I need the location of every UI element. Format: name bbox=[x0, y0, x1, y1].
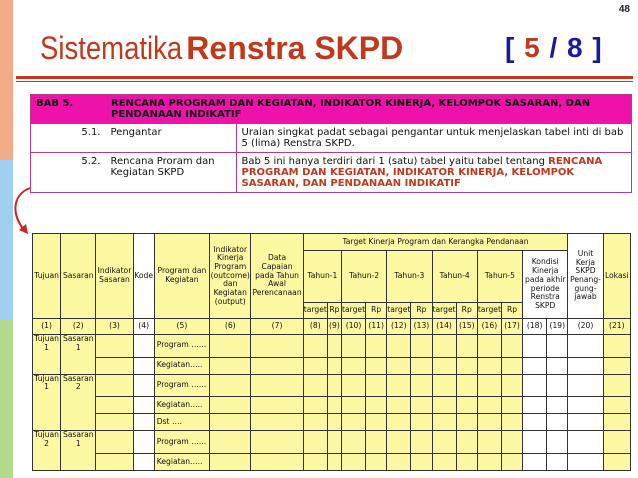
column-number-row bbox=[33, 319, 631, 335]
table-cell bbox=[523, 374, 547, 397]
cell-sasaran: Sasaran 2 bbox=[61, 374, 96, 431]
col-header-year: Tahun-2 bbox=[341, 251, 386, 303]
column-number: (9) bbox=[327, 319, 341, 335]
col-header-year: Tahun-4 bbox=[432, 251, 477, 303]
table-cell bbox=[96, 357, 133, 374]
cell-tujuan: Tujuan 1 bbox=[33, 374, 61, 431]
table-cell bbox=[568, 414, 603, 431]
table-cell bbox=[251, 414, 303, 431]
table-cell bbox=[96, 414, 133, 431]
table-cell bbox=[432, 357, 456, 374]
cell-kegiatan: Kegiatan….. bbox=[154, 357, 209, 374]
table-cell bbox=[523, 397, 547, 414]
column-number: (14) bbox=[432, 319, 456, 335]
col-header-indikator-sasaran: Indikator Sasaran bbox=[96, 234, 133, 319]
table-cell bbox=[366, 397, 387, 414]
table-cell bbox=[411, 414, 432, 431]
table-cell bbox=[210, 374, 251, 397]
table-cell bbox=[210, 453, 251, 470]
table-cell bbox=[523, 357, 547, 374]
column-number: (21) bbox=[603, 319, 630, 335]
col-header-kode: Kode bbox=[133, 234, 154, 319]
section-description: Uraian singkat padat sebagai pengantar untuk menjelaskan tabel inti di bab 5 (lima) Renstra SKPD. bbox=[236, 124, 632, 153]
cell-tujuan: Tujuan 2 bbox=[33, 431, 61, 471]
section-row bbox=[31, 124, 632, 153]
table-cell bbox=[456, 334, 477, 357]
table-cell bbox=[303, 453, 327, 470]
table-cell bbox=[251, 397, 303, 414]
col-header-target: target bbox=[477, 303, 501, 319]
table-cell bbox=[477, 414, 501, 431]
pager-sep: / bbox=[549, 32, 559, 63]
table-cell bbox=[251, 431, 303, 454]
table-cell bbox=[568, 453, 603, 470]
section-number-text: 5.1. bbox=[81, 127, 101, 138]
chapter-number: BAB 5. bbox=[31, 95, 106, 124]
slide-pager bbox=[505, 32, 603, 64]
chapter-title: RENCANA PROGRAM DAN KEGIATAN, INDIKATOR KINERJA, KELOMPOK SASARAN, DAN PENDANAAN INDIKATIF bbox=[106, 95, 632, 124]
table-cell bbox=[547, 414, 568, 431]
table-cell bbox=[366, 334, 387, 357]
col-header-lokasi: Lokasi bbox=[603, 234, 630, 319]
col-header-rp: Rp bbox=[327, 303, 341, 319]
title-underline-thin bbox=[16, 81, 633, 82]
table-cell bbox=[477, 453, 501, 470]
table-cell bbox=[501, 453, 522, 470]
table-cell bbox=[523, 334, 547, 357]
table-cell bbox=[477, 357, 501, 374]
table-cell bbox=[341, 374, 365, 397]
column-number: (20) bbox=[568, 319, 603, 335]
table-cell bbox=[501, 334, 522, 357]
column-number: (6) bbox=[210, 319, 251, 335]
title-part1: Sistematika bbox=[40, 30, 183, 66]
table-cell bbox=[568, 397, 603, 414]
cell-empty bbox=[133, 334, 154, 357]
chapter-header-row bbox=[31, 95, 632, 124]
column-number: (3) bbox=[96, 319, 133, 335]
table-cell bbox=[547, 397, 568, 414]
table-cell bbox=[341, 453, 365, 470]
table-cell bbox=[387, 334, 411, 357]
table-cell bbox=[96, 397, 133, 414]
pager-close: ] bbox=[592, 32, 603, 63]
table-cell bbox=[327, 334, 341, 357]
table-cell bbox=[210, 397, 251, 414]
section-label: Rencana Proram dan Kegiatan SKPD bbox=[106, 153, 237, 193]
table-cell bbox=[603, 431, 630, 454]
cell-program: Program …… bbox=[154, 431, 209, 454]
table-cell bbox=[327, 374, 341, 397]
table-cell bbox=[411, 334, 432, 357]
table-cell bbox=[477, 374, 501, 397]
column-number: (15) bbox=[456, 319, 477, 335]
table-cell bbox=[456, 397, 477, 414]
col-header-rp: Rp bbox=[501, 303, 522, 319]
cell-sasaran: Sasaran 1 bbox=[61, 334, 96, 374]
table-cell bbox=[547, 374, 568, 397]
col-header-target: target bbox=[387, 303, 411, 319]
section-row bbox=[31, 153, 632, 193]
table-cell bbox=[568, 357, 603, 374]
section-description-plain: Bab 5 ini hanya terdiri dari 1 (satu) tabel yaitu tabel tentang bbox=[241, 156, 549, 167]
table-cell bbox=[456, 374, 477, 397]
cell-tujuan: Tujuan 1 bbox=[33, 334, 61, 374]
slide-title bbox=[40, 30, 403, 67]
table-cell bbox=[133, 453, 154, 470]
table-cell bbox=[501, 374, 522, 397]
col-header-target: target bbox=[303, 303, 327, 319]
table-cell bbox=[547, 334, 568, 357]
page-number: 48 bbox=[618, 4, 630, 15]
col-header-year: Tahun-3 bbox=[387, 251, 432, 303]
section-number-text: 5.2. bbox=[81, 156, 101, 167]
table-cell bbox=[387, 374, 411, 397]
table-cell bbox=[456, 414, 477, 431]
table-cell bbox=[133, 397, 154, 414]
pager-total: 8 bbox=[567, 32, 584, 63]
table-cell bbox=[501, 357, 522, 374]
table-cell bbox=[341, 357, 365, 374]
left-decor-bar-blue bbox=[0, 160, 13, 320]
col-header-target-group: Target Kinerja Program dan Kerangka Pendanaan bbox=[303, 234, 568, 251]
cell-kegiatan: Kegiatan….. bbox=[154, 397, 209, 414]
table-cell bbox=[603, 453, 630, 470]
table-cell bbox=[327, 357, 341, 374]
section-number bbox=[31, 153, 106, 193]
table-cell bbox=[210, 357, 251, 374]
table-cell bbox=[327, 453, 341, 470]
table-cell bbox=[133, 431, 154, 454]
chapter-info-table bbox=[30, 94, 632, 193]
column-number: (11) bbox=[366, 319, 387, 335]
table-cell bbox=[568, 374, 603, 397]
col-header-target: target bbox=[341, 303, 365, 319]
table-cell bbox=[366, 453, 387, 470]
table-row bbox=[33, 453, 631, 470]
program-matrix-table bbox=[32, 233, 631, 471]
cell-kegiatan: Kegiatan….. bbox=[154, 453, 209, 470]
column-number: (19) bbox=[547, 319, 568, 335]
col-header-unit-kerja: Unit Kerja SKPD Penang-gung-jawab bbox=[568, 234, 603, 319]
table-cell bbox=[603, 334, 630, 357]
table-cell bbox=[133, 414, 154, 431]
column-number: (5) bbox=[154, 319, 209, 335]
table-cell bbox=[456, 431, 477, 454]
table-row bbox=[33, 334, 631, 357]
col-header-year: Tahun-5 bbox=[477, 251, 522, 303]
column-number: (1) bbox=[33, 319, 61, 335]
table-cell bbox=[411, 374, 432, 397]
table-row bbox=[33, 414, 631, 431]
table-cell bbox=[366, 357, 387, 374]
table-cell bbox=[501, 397, 522, 414]
table-cell bbox=[547, 431, 568, 454]
table-cell bbox=[96, 431, 133, 454]
table-cell bbox=[210, 334, 251, 357]
table-cell bbox=[133, 374, 154, 397]
col-header-tujuan: Tujuan bbox=[33, 234, 61, 319]
column-number: (17) bbox=[501, 319, 522, 335]
table-cell bbox=[603, 357, 630, 374]
table-cell bbox=[251, 374, 303, 397]
column-number: (18) bbox=[523, 319, 547, 335]
table-cell bbox=[432, 397, 456, 414]
table-cell bbox=[133, 357, 154, 374]
table-cell bbox=[210, 414, 251, 431]
table-row bbox=[33, 357, 631, 374]
table-cell bbox=[387, 357, 411, 374]
table-cell bbox=[501, 414, 522, 431]
pager-current: 5 bbox=[524, 32, 541, 63]
col-header-kondisi: Kondisi Kinerja pada akhir periode Renstra SKPD bbox=[523, 251, 568, 319]
column-number: (4) bbox=[133, 319, 154, 335]
table-cell bbox=[603, 397, 630, 414]
table-cell bbox=[327, 414, 341, 431]
table-cell bbox=[603, 414, 630, 431]
table-cell bbox=[547, 357, 568, 374]
column-number: (16) bbox=[477, 319, 501, 335]
table-cell bbox=[303, 374, 327, 397]
cell-sasaran: Sasaran 1 bbox=[61, 431, 96, 471]
column-number: (2) bbox=[61, 319, 96, 335]
table-cell bbox=[251, 453, 303, 470]
table-cell bbox=[477, 334, 501, 357]
title-part2: Renstra SKPD bbox=[186, 30, 404, 66]
table-cell bbox=[303, 431, 327, 454]
table-row bbox=[33, 397, 631, 414]
cell-empty bbox=[96, 334, 133, 357]
table-cell bbox=[523, 453, 547, 470]
table-cell bbox=[432, 431, 456, 454]
table-cell bbox=[387, 431, 411, 454]
pager-open: [ bbox=[505, 32, 516, 63]
table-row bbox=[33, 431, 631, 454]
title-underline bbox=[16, 76, 633, 79]
col-header-program-kegiatan: Program dan Kegiatan bbox=[154, 234, 209, 319]
table-cell bbox=[411, 397, 432, 414]
table-cell bbox=[210, 431, 251, 454]
table-cell bbox=[251, 334, 303, 357]
table-cell bbox=[96, 374, 133, 397]
table-cell bbox=[501, 431, 522, 454]
table-cell bbox=[432, 334, 456, 357]
table-cell bbox=[341, 397, 365, 414]
table-cell bbox=[547, 453, 568, 470]
table-cell bbox=[411, 453, 432, 470]
left-decor-bar-orange bbox=[0, 0, 13, 160]
col-header-target: target bbox=[432, 303, 456, 319]
table-cell bbox=[366, 414, 387, 431]
table-cell bbox=[341, 414, 365, 431]
table-cell bbox=[456, 357, 477, 374]
column-number: (8) bbox=[303, 319, 327, 335]
section-description-highlight: RENCANA PROGRAM DAN KEGIATAN, INDIKATOR KINERJA, KELOMPOK SASARAN, DAN PENDANAAN INDIKATIF bbox=[241, 156, 603, 189]
table-cell bbox=[303, 334, 327, 357]
table-cell bbox=[603, 374, 630, 397]
col-header-sasaran: Sasaran bbox=[61, 234, 96, 319]
table-cell bbox=[432, 374, 456, 397]
cell-program: Program …… bbox=[154, 374, 209, 397]
table-cell bbox=[341, 334, 365, 357]
column-number: (10) bbox=[341, 319, 365, 335]
table-cell bbox=[523, 431, 547, 454]
section-label: Pengantar bbox=[106, 124, 237, 153]
col-header-rp: Rp bbox=[456, 303, 477, 319]
left-decor-bar-green bbox=[0, 320, 13, 478]
column-number: (13) bbox=[411, 319, 432, 335]
cell-dst: Dst …. bbox=[154, 414, 209, 431]
table-cell bbox=[327, 397, 341, 414]
col-header-rp: Rp bbox=[411, 303, 432, 319]
col-header-data-capaian: Data Capaian pada Tahun Awal Perencanaan bbox=[251, 234, 303, 319]
curved-arrow-icon bbox=[8, 186, 34, 238]
table-cell bbox=[341, 431, 365, 454]
table-cell bbox=[251, 357, 303, 374]
col-header-rp: Rp bbox=[366, 303, 387, 319]
cell-program: Program …… bbox=[154, 334, 209, 357]
table-cell bbox=[523, 414, 547, 431]
table-row bbox=[33, 374, 631, 397]
table-cell bbox=[411, 357, 432, 374]
section-description bbox=[236, 153, 632, 193]
table-cell bbox=[387, 453, 411, 470]
table-cell bbox=[477, 431, 501, 454]
table-cell bbox=[432, 414, 456, 431]
column-number: (12) bbox=[387, 319, 411, 335]
table-cell bbox=[477, 397, 501, 414]
table-cell bbox=[387, 397, 411, 414]
table-cell bbox=[327, 431, 341, 454]
table-cell bbox=[568, 431, 603, 454]
col-header-indikator-kinerja: Indikator Kinerja Program (outcome) dan Kegiatan (output) bbox=[210, 234, 251, 319]
table-cell bbox=[366, 374, 387, 397]
table-cell bbox=[456, 453, 477, 470]
section-number bbox=[31, 124, 106, 153]
table-cell bbox=[366, 431, 387, 454]
table-cell bbox=[303, 414, 327, 431]
table-cell bbox=[568, 334, 603, 357]
table-cell bbox=[432, 453, 456, 470]
table-cell bbox=[411, 431, 432, 454]
table-cell bbox=[387, 414, 411, 431]
matrix-header-row bbox=[33, 234, 631, 251]
table-cell bbox=[96, 453, 133, 470]
table-cell bbox=[303, 357, 327, 374]
column-number: (7) bbox=[251, 319, 303, 335]
col-header-year: Tahun-1 bbox=[303, 251, 341, 303]
table-cell bbox=[303, 397, 327, 414]
